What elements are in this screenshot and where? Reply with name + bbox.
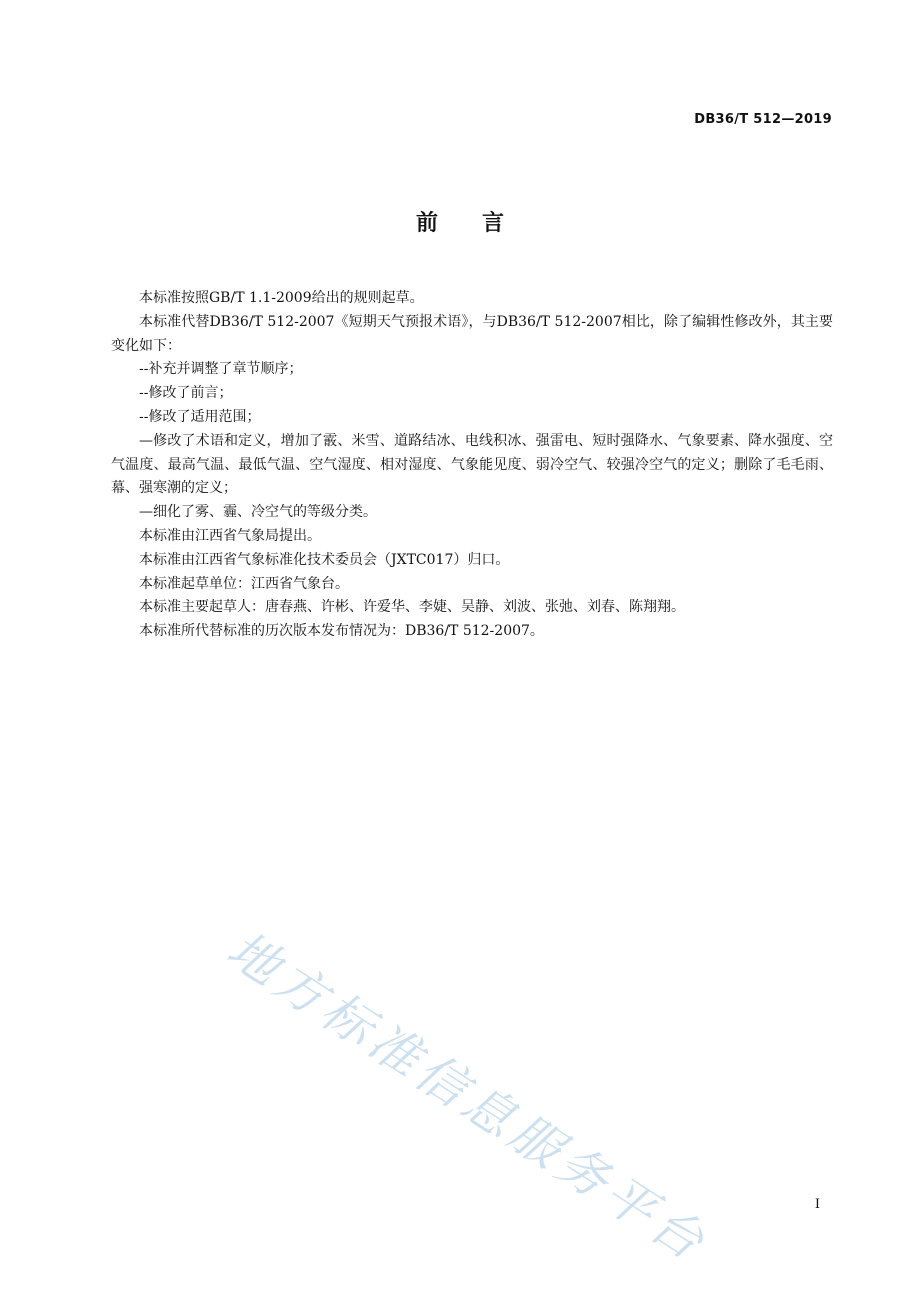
paragraph-replacement: 本标准代替DB36/T 512-2007《短期天气预报术语》，与DB36/T 512-2007相比，除了编辑性修改外，其主要变化如下： [111, 313, 833, 354]
change-item-foreword: --修改了前言； [139, 385, 233, 402]
paragraph-committee: 本标准由江西省气象标准化技术委员会（JXTC017）归口。 [139, 551, 510, 568]
page-title: 前 言 [415, 211, 504, 236]
change-item-scope: --修改了适用范围； [139, 408, 261, 425]
foreword-body [111, 287, 833, 644]
page-number: I [814, 1197, 820, 1212]
paragraph-drafting-rules: 本标准按照GB/T 1.1-2009给出的规则起草。 [139, 290, 424, 306]
paragraph-drafters: 本标准主要起草人：唐春燕、许彬、许爱华、李婕、吴静、刘波、张弛、刘春、陈翔翔。 [139, 599, 685, 616]
standard-code: DB36/T 512—2019 [694, 112, 832, 127]
change-item-terms: —修改了术语和定义，增加了霰、米雪、道路结冰、电线积冰、强雷电、短时强降水、气象要素、降水强度、空气温度、最高气温、最低气温、空气湿度、相对湿度、气象能见度、弱冷空气、较强冷空气的定义；删除了毛毛雨、幕、强寒潮的定义； [111, 432, 833, 497]
watermark: 地方标准信息服务平台 [217, 920, 719, 1274]
paragraph-version-history: 本标准所代替标准的历次版本发布情况为：DB36/T 512-2007。 [139, 623, 544, 640]
paragraph-drafting-unit: 本标准起草单位：江西省气象台。 [139, 575, 349, 592]
change-item-grading: —细化了雾、霾、冷空气的等级分类。 [139, 504, 377, 521]
paragraph-proposer: 本标准由江西省气象局提出。 [139, 527, 321, 544]
change-item-chapter-order: --补充并调整了章节顺序； [139, 361, 303, 378]
